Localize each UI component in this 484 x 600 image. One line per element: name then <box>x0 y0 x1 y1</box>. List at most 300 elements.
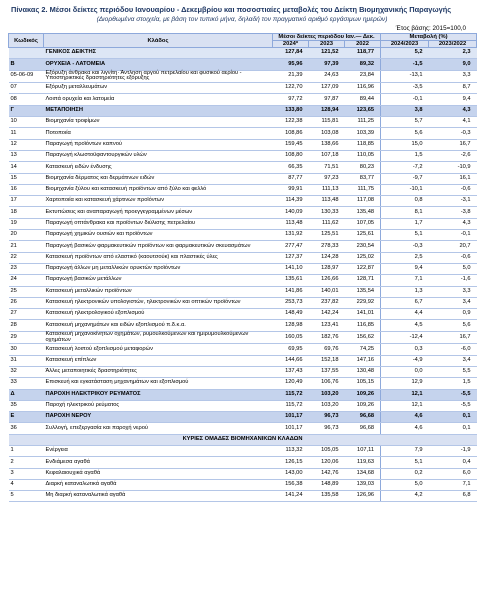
change-2023-2022-header: 2023/2022 <box>429 41 477 48</box>
branch-cell: Παραγωγή χημικών ουσιών και προϊόντων <box>44 230 273 241</box>
value-2023-cell: 128,94 <box>309 105 345 116</box>
change-2023-2022-cell: 9,4 <box>429 94 477 105</box>
value-2022-cell: 116,96 <box>345 83 381 94</box>
value-2022-cell: 118,77 <box>345 48 381 59</box>
code-cell: 17 <box>9 196 44 207</box>
value-2022-cell: 83,77 <box>345 173 381 184</box>
branch-cell: Ποτοποιία <box>44 128 273 139</box>
table-row <box>9 184 477 195</box>
value-2024-cell: 122,70 <box>273 83 309 94</box>
change-2024-2023-cell: 2,5 <box>381 252 429 263</box>
change-2024-2023-cell: -7,2 <box>381 162 429 173</box>
value-2023-cell: 105,05 <box>309 445 345 456</box>
value-2024-cell: 144,66 <box>273 355 309 366</box>
value-2023-cell: 152,18 <box>309 355 345 366</box>
change-2024-2023-cell: -12,4 <box>381 331 429 344</box>
code-cell: 18 <box>9 207 44 218</box>
table-row <box>9 83 477 94</box>
value-2022-cell: 96,68 <box>345 412 381 423</box>
change-2024-2023-cell: 7,1 <box>381 275 429 286</box>
value-2022-cell: 230,54 <box>345 241 381 252</box>
code-cell: 1 <box>9 445 44 456</box>
change-2024-2023-cell: -9,7 <box>381 173 429 184</box>
table-row <box>9 139 477 150</box>
change-2024-2023-cell: 12,1 <box>381 400 429 411</box>
value-2023-cell: 103,08 <box>309 128 345 139</box>
value-2022-cell: 80,23 <box>345 162 381 173</box>
branch-cell: Βιομηχανία ξύλου και κατασκευή προϊόντων από ξύλο και φελλό <box>44 184 273 195</box>
value-2023-cell: 130,33 <box>309 207 345 218</box>
table-row <box>9 218 477 229</box>
value-2022-cell: 229,92 <box>345 297 381 308</box>
branch-cell: ΠΑΡΟΧΗ ΝΕΡΟΥ <box>44 412 273 423</box>
change-2023-2022-cell: 4,3 <box>429 105 477 116</box>
value-2024-cell: 141,86 <box>273 286 309 297</box>
branch-header: Κλάδος <box>44 34 273 48</box>
value-2023-cell: 115,81 <box>309 117 345 128</box>
value-2023-cell: 111,13 <box>309 184 345 195</box>
table-row <box>9 48 477 59</box>
table-row <box>9 434 477 445</box>
table-row <box>9 263 477 274</box>
branch-cell: Ενέργεια <box>44 445 273 456</box>
change-2024-2023-cell: -1,5 <box>381 59 429 70</box>
change-2023-2022-cell: 6,8 <box>429 491 477 502</box>
value-2023-cell: 278,33 <box>309 241 345 252</box>
code-cell: 23 <box>9 263 44 274</box>
change-2024-2023-cell: 9,4 <box>381 263 429 274</box>
change-2023-2022-cell: 9,0 <box>429 59 477 70</box>
change-2024-2023-cell: 5,2 <box>381 48 429 59</box>
change-2024-2023-cell: 8,1 <box>381 207 429 218</box>
value-2023-cell: 126,66 <box>309 275 345 286</box>
header-row-1 <box>9 34 477 41</box>
value-2024-cell: 148,49 <box>273 309 309 320</box>
change-2024-2023-cell: 5,7 <box>381 117 429 128</box>
value-2024-cell: 108,80 <box>273 150 309 161</box>
code-cell: 11 <box>9 128 44 139</box>
code-cell: B <box>9 59 44 70</box>
change-2024-2023-cell: 5,1 <box>381 457 429 468</box>
value-2022-cell: 103,39 <box>345 128 381 139</box>
value-2022-cell: 147,16 <box>345 355 381 366</box>
table-row <box>9 196 477 207</box>
code-cell: 07 <box>9 83 44 94</box>
value-2022-cell: 139,03 <box>345 479 381 490</box>
branch-cell: Άλλες μεταποιητικές δραστηριότητες <box>44 366 273 377</box>
year-2023-header: 2023 <box>309 41 345 48</box>
value-2022-cell: 109,26 <box>345 389 381 400</box>
table-row <box>9 117 477 128</box>
value-2024-cell: 133,80 <box>273 105 309 116</box>
change-2023-2022-cell: -3,8 <box>429 207 477 218</box>
value-2023-cell: 135,58 <box>309 491 345 502</box>
table-row <box>9 230 477 241</box>
value-2024-cell: 66,35 <box>273 162 309 173</box>
value-2024-cell: 277,47 <box>273 241 309 252</box>
value-2022-cell: 118,85 <box>345 139 381 150</box>
change-2024-2023-cell: -10,1 <box>381 184 429 195</box>
branch-cell: Εξόρυξη μεταλλευμάτων <box>44 83 273 94</box>
code-cell: 35 <box>9 400 44 411</box>
code-cell: 16 <box>9 184 44 195</box>
code-cell: 13 <box>9 150 44 161</box>
value-2023-cell: 96,73 <box>309 412 345 423</box>
change-2023-2022-cell: 5,0 <box>429 263 477 274</box>
code-cell: 20 <box>9 230 44 241</box>
value-2024-cell: 143,00 <box>273 468 309 479</box>
value-2024-cell: 141,10 <box>273 263 309 274</box>
value-2022-cell: 119,63 <box>345 457 381 468</box>
branch-cell: Κατασκευή επίπλων <box>44 355 273 366</box>
change-2023-2022-cell: -0,3 <box>429 128 477 139</box>
table-row <box>9 320 477 331</box>
value-2024-cell: 113,32 <box>273 445 309 456</box>
value-2022-cell: 156,62 <box>345 331 381 344</box>
change-2023-2022-cell: 0,1 <box>429 423 477 434</box>
table-row <box>9 286 477 297</box>
change-2024-2023-cell: 12,9 <box>381 378 429 389</box>
value-2023-cell: 97,23 <box>309 173 345 184</box>
change-2024-2023-cell: 0,0 <box>381 366 429 377</box>
code-cell: 36 <box>9 423 44 434</box>
branch-cell: Ενδιάμεσα αγαθά <box>44 457 273 468</box>
table-row <box>9 162 477 173</box>
value-2023-cell: 121,52 <box>309 48 345 59</box>
value-2023-cell: 182,76 <box>309 331 345 344</box>
table-row <box>9 241 477 252</box>
value-2024-cell: 156,38 <box>273 479 309 490</box>
branch-cell: Κατασκευή ηλεκτρολογικού εξοπλισμού <box>44 309 273 320</box>
code-cell: 05-06-09 <box>9 70 44 83</box>
change-2023-2022-cell: 0,9 <box>429 309 477 320</box>
value-2024-cell: 160,05 <box>273 331 309 344</box>
value-2023-cell: 103,20 <box>309 400 345 411</box>
change-header: Μεταβολή (%) <box>381 34 477 41</box>
value-2022-cell: 116,85 <box>345 320 381 331</box>
table-row <box>9 423 477 434</box>
branch-cell: Κατασκευή λοιπού εξοπλισμού μεταφορών <box>44 344 273 355</box>
change-2024-2023-cell: 4,2 <box>381 491 429 502</box>
change-2024-2023-cell: 0,8 <box>381 196 429 207</box>
value-2023-cell: 103,20 <box>309 389 345 400</box>
branch-cell: Κατασκευή ειδών ένδυσης <box>44 162 273 173</box>
value-2023-cell: 97,87 <box>309 94 345 105</box>
branch-cell: Κεφαλαιουχικά αγαθά <box>44 468 273 479</box>
code-cell: 26 <box>9 297 44 308</box>
value-2023-cell: 138,66 <box>309 139 345 150</box>
change-2023-2022-cell: 3,4 <box>429 297 477 308</box>
value-2024-cell: 115,72 <box>273 400 309 411</box>
branch-cell: Κατασκευή προϊόντων από ελαστικό (καουτσούκ) και πλαστικές ύλες <box>44 252 273 263</box>
change-2024-2023-cell: -4,9 <box>381 355 429 366</box>
value-2023-cell: 71,51 <box>309 162 345 173</box>
value-2024-cell: 95,96 <box>273 59 309 70</box>
branch-cell: Κατασκευή μηχανοκίνητων οχημάτων, ρυμουλκούμενων και ημιρυμουλκούμενων οχημάτων <box>44 331 273 344</box>
section-heading: ΚΥΡΙΕΣ ΟΜΑΔΕΣ ΒΙΟΜΗΧΑΝΙΚΩΝ ΚΛΑΔΩΝ <box>9 434 477 445</box>
value-2024-cell: 127,84 <box>273 48 309 59</box>
change-2024-2023-cell: 1,7 <box>381 218 429 229</box>
value-2023-cell: 69,76 <box>309 344 345 355</box>
value-2022-cell: 126,96 <box>345 491 381 502</box>
code-cell: 19 <box>9 218 44 229</box>
branch-cell: Χαρτοποιία και κατασκευή χάρτινων προϊόντων <box>44 196 273 207</box>
change-2023-2022-cell: 7,1 <box>429 479 477 490</box>
value-2024-cell: 140,09 <box>273 207 309 218</box>
code-cell: 4 <box>9 479 44 490</box>
value-2022-cell: 107,05 <box>345 218 381 229</box>
change-2023-2022-cell: -1,6 <box>429 275 477 286</box>
value-2023-cell: 106,76 <box>309 378 345 389</box>
code-cell: 33 <box>9 378 44 389</box>
value-2022-cell: 74,25 <box>345 344 381 355</box>
change-2024-2023-cell: -3,5 <box>381 83 429 94</box>
change-2023-2022-cell: -1,9 <box>429 445 477 456</box>
value-2024-cell: 21,39 <box>273 70 309 83</box>
base-year-note: Έτος βάσης: 2015=100,0 <box>395 25 466 32</box>
value-2024-cell: 87,77 <box>273 173 309 184</box>
value-2024-cell: 141,24 <box>273 491 309 502</box>
value-2022-cell: 123,65 <box>345 105 381 116</box>
branch-cell: ΓΕΝΙΚΟΣ ΔΕΙΚΤΗΣ <box>44 48 273 59</box>
change-2023-2022-cell: 4,1 <box>429 117 477 128</box>
value-2022-cell: 130,48 <box>345 366 381 377</box>
value-2022-cell: 96,68 <box>345 423 381 434</box>
change-2024-2023-cell: 12,1 <box>381 389 429 400</box>
value-2024-cell: 115,72 <box>273 389 309 400</box>
change-2024-2023-cell: 5,0 <box>381 479 429 490</box>
table-row <box>9 389 477 400</box>
change-2023-2022-cell: -0,6 <box>429 252 477 263</box>
change-2023-2022-cell: 20,7 <box>429 241 477 252</box>
branch-cell: ΟΡΥΧΕΙΑ - ΛΑΤΟΜΕΙΑ <box>44 59 273 70</box>
change-2023-2022-cell: -3,1 <box>429 196 477 207</box>
table-row <box>9 150 477 161</box>
branch-cell: Κατασκευή μεταλλικών προϊόντων <box>44 286 273 297</box>
value-2022-cell: 110,05 <box>345 150 381 161</box>
code-cell: 2 <box>9 457 44 468</box>
value-2023-cell: 137,55 <box>309 366 345 377</box>
code-cell: 3 <box>9 468 44 479</box>
code-cell: 10 <box>9 117 44 128</box>
value-2024-cell: 137,43 <box>273 366 309 377</box>
table-row <box>9 59 477 70</box>
branch-cell: Παραγωγή οπτάνθρακα και προϊόντων διύλισης πετρελαίου <box>44 218 273 229</box>
branch-cell: Επισκευή και εγκατάσταση μηχανημάτων και εξοπλισμού <box>44 378 273 389</box>
table-row <box>9 468 477 479</box>
value-2024-cell: 101,17 <box>273 412 309 423</box>
table-row <box>9 412 477 423</box>
value-2022-cell: 128,71 <box>345 275 381 286</box>
value-2024-cell: 120,49 <box>273 378 309 389</box>
table-row <box>9 128 477 139</box>
value-2023-cell: 120,06 <box>309 457 345 468</box>
code-cell: 32 <box>9 366 44 377</box>
change-2024-2023-header: 2024/2023 <box>381 41 429 48</box>
table-title: Πίνακας 2. Μέσοι δείκτες περιόδου Ιανουαρίου - Δεκεμβρίου και ποσοστιαίες μεταβολές του Δείκτη Βιομηχανικής Παραγωγής <box>11 5 452 14</box>
value-2023-cell: 127,09 <box>309 83 345 94</box>
change-2023-2022-cell: 2,3 <box>429 48 477 59</box>
change-2023-2022-cell: 16,1 <box>429 173 477 184</box>
change-2024-2023-cell: 3,8 <box>381 105 429 116</box>
change-2024-2023-cell: 1,3 <box>381 286 429 297</box>
table-row <box>9 297 477 308</box>
value-2022-cell: 141,01 <box>345 309 381 320</box>
value-2024-cell: 97,72 <box>273 94 309 105</box>
value-2022-cell: 135,54 <box>345 286 381 297</box>
value-2022-cell: 117,08 <box>345 196 381 207</box>
table-row <box>9 70 477 83</box>
change-2023-2022-cell: 5,6 <box>429 320 477 331</box>
code-header: Κωδικός <box>9 34 44 48</box>
table-row <box>9 331 477 344</box>
change-2023-2022-cell: 16,7 <box>429 139 477 150</box>
value-2022-cell: 111,75 <box>345 184 381 195</box>
code-cell: Δ <box>9 389 44 400</box>
table-subtitle: (Διορθωμένα στοιχεία, με βάση τον τυπικό μήνα, δηλαδή τον πραγματικό αριθμό εργάσιμων ημερών) <box>96 16 388 23</box>
branch-cell: Παραγωγή βασικών μετάλλων <box>44 275 273 286</box>
change-2023-2022-cell: -5,5 <box>429 389 477 400</box>
value-2023-cell: 142,76 <box>309 468 345 479</box>
value-2024-cell: 108,86 <box>273 128 309 139</box>
change-2023-2022-cell: -6,0 <box>429 344 477 355</box>
table-row <box>9 344 477 355</box>
value-2022-cell: 125,02 <box>345 252 381 263</box>
change-2023-2022-cell: 3,3 <box>429 70 477 83</box>
table-row <box>9 105 477 116</box>
change-2023-2022-cell: 3,3 <box>429 286 477 297</box>
branch-cell: Παραγωγή άλλων μη μεταλλικών ορυκτών προϊόντων <box>44 263 273 274</box>
table-row <box>9 207 477 218</box>
value-2023-cell: 237,82 <box>309 297 345 308</box>
table-row <box>9 94 477 105</box>
value-2022-cell: 89,44 <box>345 94 381 105</box>
table-body <box>9 48 477 502</box>
change-2024-2023-cell: 4,4 <box>381 309 429 320</box>
code-cell: 29 <box>9 331 44 344</box>
value-2023-cell: 128,97 <box>309 263 345 274</box>
change-2023-2022-cell: -10,9 <box>429 162 477 173</box>
table-row <box>9 366 477 377</box>
value-2022-cell: 107,11 <box>345 445 381 456</box>
branch-cell: Μη διαρκή καταναλωτικά αγαθά <box>44 491 273 502</box>
change-2024-2023-cell: -0,1 <box>381 94 429 105</box>
branch-cell: Βιομηχανία τροφίμων <box>44 117 273 128</box>
branch-cell: Παραγωγή προϊόντων καπνού <box>44 139 273 150</box>
value-2023-cell: 142,24 <box>309 309 345 320</box>
code-cell: 31 <box>9 355 44 366</box>
branch-cell: ΠΑΡΟΧΗ ΗΛΕΚΤΡΙΚΟΥ ΡΕΥΜΑΤΟΣ <box>44 389 273 400</box>
value-2024-cell: 122,38 <box>273 117 309 128</box>
code-cell <box>9 48 44 59</box>
code-cell: 12 <box>9 139 44 150</box>
table-row <box>9 491 477 502</box>
change-2024-2023-cell: -13,1 <box>381 70 429 83</box>
branch-cell: Συλλογή, επεξεργασία και παροχή νερού <box>44 423 273 434</box>
table-row <box>9 400 477 411</box>
change-2024-2023-cell: 0,2 <box>381 468 429 479</box>
change-2023-2022-cell: -2,6 <box>429 150 477 161</box>
change-2024-2023-cell: 5,1 <box>381 230 429 241</box>
change-2024-2023-cell: 4,6 <box>381 423 429 434</box>
table-row <box>9 457 477 468</box>
value-2024-cell: 159,45 <box>273 139 309 150</box>
value-2022-cell: 135,48 <box>345 207 381 218</box>
code-cell: 14 <box>9 162 44 173</box>
change-2024-2023-cell: 5,6 <box>381 128 429 139</box>
branch-cell: Βιομηχανία δέρματος και δερμάτινων ειδών <box>44 173 273 184</box>
branch-cell: Παροχή ηλεκτρικού ρεύματος <box>44 400 273 411</box>
value-2022-cell: 105,15 <box>345 378 381 389</box>
value-2023-cell: 124,28 <box>309 252 345 263</box>
value-2024-cell: 114,39 <box>273 196 309 207</box>
value-2024-cell: 135,61 <box>273 275 309 286</box>
code-cell: 27 <box>9 309 44 320</box>
value-2023-cell: 111,62 <box>309 218 345 229</box>
change-2023-2022-cell: -0,6 <box>429 184 477 195</box>
change-2024-2023-cell: 6,7 <box>381 297 429 308</box>
change-2023-2022-cell: 1,5 <box>429 378 477 389</box>
value-2023-cell: 97,39 <box>309 59 345 70</box>
code-cell: E <box>9 412 44 423</box>
code-cell: 08 <box>9 94 44 105</box>
code-cell: 5 <box>9 491 44 502</box>
change-2024-2023-cell: 7,9 <box>381 445 429 456</box>
value-2022-cell: 89,32 <box>345 59 381 70</box>
code-cell: 15 <box>9 173 44 184</box>
value-2023-cell: 24,63 <box>309 70 345 83</box>
value-2024-cell: 131,92 <box>273 230 309 241</box>
value-2022-cell: 125,61 <box>345 230 381 241</box>
value-2023-cell: 96,73 <box>309 423 345 434</box>
table-row <box>9 275 477 286</box>
value-2024-cell: 69,95 <box>273 344 309 355</box>
table-row <box>9 309 477 320</box>
table-row <box>9 173 477 184</box>
change-2023-2022-cell: 3,4 <box>429 355 477 366</box>
value-2024-cell: 128,98 <box>273 320 309 331</box>
value-2024-cell: 113,48 <box>273 218 309 229</box>
value-2022-cell: 23,84 <box>345 70 381 83</box>
average-indices-header: Μέσοι δείκτες περιόδου Ιαν.— Δεκ. <box>273 34 381 41</box>
code-cell: 22 <box>9 252 44 263</box>
value-2022-cell: 134,68 <box>345 468 381 479</box>
value-2023-cell: 113,48 <box>309 196 345 207</box>
change-2024-2023-cell: 15,0 <box>381 139 429 150</box>
industrial-production-table <box>8 33 477 502</box>
code-cell: 28 <box>9 320 44 331</box>
value-2024-cell: 101,17 <box>273 423 309 434</box>
change-2023-2022-cell: 16,7 <box>429 331 477 344</box>
change-2024-2023-cell: 4,6 <box>381 412 429 423</box>
branch-cell: Κατασκευή ηλεκτρονικών υπολογιστών, ηλεκτρονικών και οπτικών προϊόντων <box>44 297 273 308</box>
change-2023-2022-cell: -5,5 <box>429 400 477 411</box>
branch-cell: Εξόρυξη άνθρακα και λιγνίτη· Άντληση αργού πετρελαίου και φυσικού αερίου - Υποστηρικτικές δραστηριότητες εξόρυξης <box>44 70 273 83</box>
value-2023-cell: 140,01 <box>309 286 345 297</box>
value-2022-cell: 109,26 <box>345 400 381 411</box>
table-row <box>9 252 477 263</box>
value-2024-cell: 253,73 <box>273 297 309 308</box>
change-2023-2022-cell: 8,7 <box>429 83 477 94</box>
change-2023-2022-cell: 6,0 <box>429 468 477 479</box>
value-2022-cell: 122,87 <box>345 263 381 274</box>
change-2024-2023-cell: 1,5 <box>381 150 429 161</box>
value-2023-cell: 125,51 <box>309 230 345 241</box>
table-row <box>9 355 477 366</box>
table-row <box>9 445 477 456</box>
year-2024-header: 2024* <box>273 41 309 48</box>
table-row <box>9 378 477 389</box>
